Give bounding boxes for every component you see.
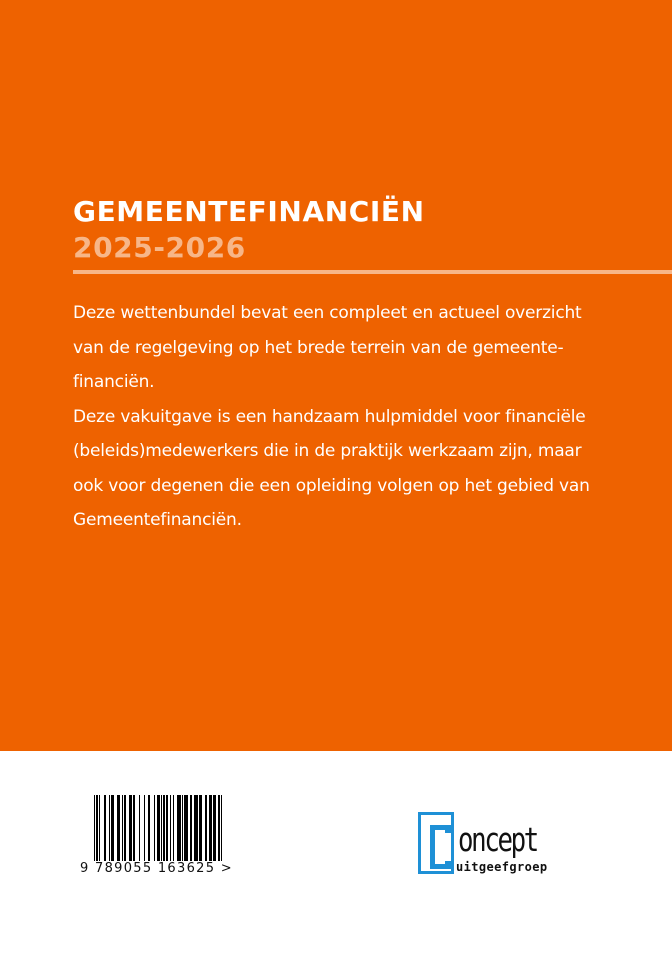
isbn-barcode [80, 793, 250, 883]
isbn-number: 9 789055 163625 > [80, 861, 233, 876]
description-line: Gemeentefinanciën. [73, 510, 242, 530]
description-line: van de regelgeving op het brede terrein van de gemeente- [73, 337, 564, 358]
publisher-logo [416, 810, 566, 876]
description-line: Deze wettenbundel bevat een compleet en actueel overzicht [73, 303, 582, 323]
title-divider [73, 270, 672, 274]
description-line: financiën. [73, 372, 155, 392]
logo-wordmark: oncept [458, 820, 537, 859]
barcode-bars [94, 795, 222, 861]
description-line: Deze vakuitgave is een handzaam hulpmiddel voor financiële [73, 406, 586, 427]
book-description [73, 296, 633, 538]
logo-c-glyph-icon [430, 825, 445, 869]
barcode-bar [221, 795, 222, 861]
description-line: ook voor degenen die een opleiding volgen op het gebied van [73, 475, 590, 496]
book-title: GEMEENTEFINANCIËN [73, 195, 425, 228]
book-edition-years: 2025-2026 [73, 231, 246, 264]
logo-tagline: uitgeefgroep [456, 860, 548, 874]
logo-c-box-icon [418, 812, 454, 874]
description-line: (beleids)medewerkers die in de praktijk werkzaam zijn, maar [73, 441, 582, 461]
